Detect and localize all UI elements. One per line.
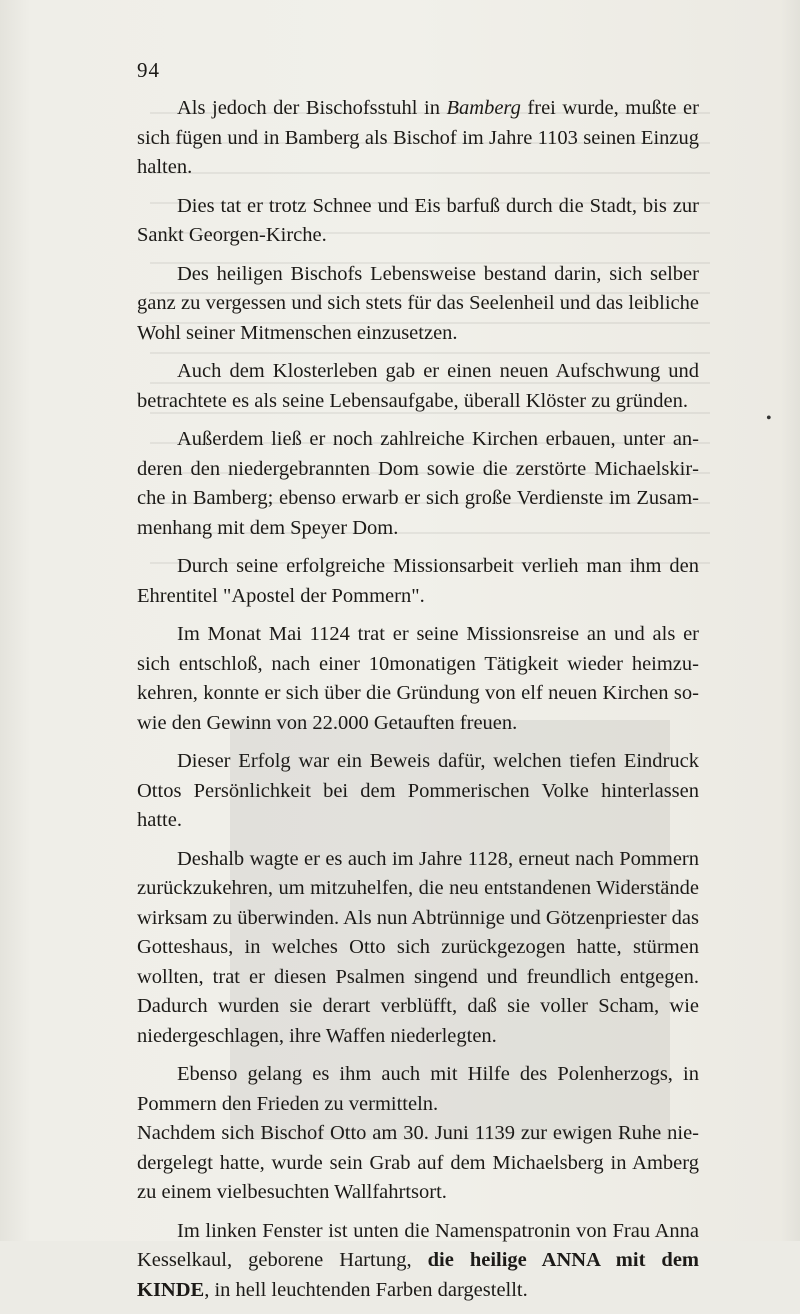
paragraph-lifestyle: Des heiligen Bischofs Lebensweise bestand darin, sich selber ganz zu vergessen und sich stets für das Seelenheil und das leibliche Wohl seiner Mitmenschen einzusetzen. — [137, 262, 699, 344]
body-text — [137, 94, 699, 1314]
paragraph-missionary: Durch seine erfolgreiche Missionsarbeit verlieh man ihm den Ehrentitel "Apostel der Pommern". — [137, 555, 699, 607]
paragraph-text: , in hell leuchtenden Farben dargestellt. — [204, 1278, 528, 1301]
paragraph-bamberg — [137, 94, 699, 183]
paragraph-text: frei wurde, mußte er sich fügen und in Bamberg als Bischof im Jahre 1103 seinen Einzug halten. — [137, 97, 699, 178]
paragraph-barefoot: Dies tat er trotz Schnee und Eis barfuß durch die Stadt, bis zur Sankt Georgen-Kirche. — [137, 194, 699, 246]
paragraph-death-1139: Nachdem sich Bischof Otto am 30. Juni 1139 zur ewigen Ruhe niedergelegt hatte, wurde sein Grab auf dem Michaelsberg in Amberg zu einem vielbesuchten Wallfahrtsort. — [137, 1122, 699, 1203]
paragraph-churches: Außerdem ließ er noch zahlreiche Kirchen erbauen, unter anderen den niedergebrannten Dom sowie die zerstörte Michaelskirche in Bamberg; ebenso erwarb er sich große Verdienste im Zusammenhang mit dem Speyer Dom. — [137, 428, 699, 539]
paragraph-return-1128: Deshalb wagte er es auch im Jahre 1128, erneut nach Pommern zurückzukehren, um mitzuhelfen, die neu entstandenen Widerstände wirksam zu überwinden. Als nun Abtrünnige und Götzenpriester das Gotteshaus, in welches Otto sich zurückgezogen hatte, stürmen wollten, trat er diesen Psalmen singend und freundlich entgegen. Dadurch wurden sie derart verblüfft, daß sie voller Scham, wie niedergeschlagen, ihre Waffen niederlegten. — [137, 847, 699, 1047]
paragraph-text: Als jedoch der Bischofsstuhl in — [177, 97, 447, 119]
paragraph-monastic-life: Auch dem Klosterleben gab er einen neuen Aufschwung und betrachtete es als seine Lebensaufgabe, überall Klöster zu gründen. — [137, 360, 699, 412]
paragraph-window — [137, 1217, 699, 1306]
page-number: 94 — [137, 58, 160, 82]
paragraph-peace: Ebenso gelang es ihm auch mit Hilfe des Polenherzogs, in Pommern den Frieden zu vermitteln. — [137, 1063, 699, 1115]
paragraph-success: Dieser Erfolg war ein Beweis dafür, welchen tiefen Eindruck Ottos Persönlichkeit bei dem Pommerischen Volke hinterlassen hatte. — [137, 750, 699, 831]
paragraph-text: Im linken Fenster ist unten die Namenspatronin von Frau Anna Kesselkaul, geborene Hartung, — [137, 1219, 699, 1271]
paragraph-mission-1124: Im Monat Mai 1124 trat er seine Missionsreise an und als er sich entschloß, nach einer 10monatigen Tätigkeit wieder heimzukehren, konnte er sich über die Gründung von elf neuen Kirchen sowie den Gewinn von 22.000 Getauften freuen. — [137, 623, 699, 734]
margin-dot: • — [766, 410, 772, 427]
emphasis-bamberg: Bamberg — [446, 97, 521, 119]
emphasis-saint-anna: die heilige ANNA mit dem KINDE — [137, 1249, 700, 1301]
